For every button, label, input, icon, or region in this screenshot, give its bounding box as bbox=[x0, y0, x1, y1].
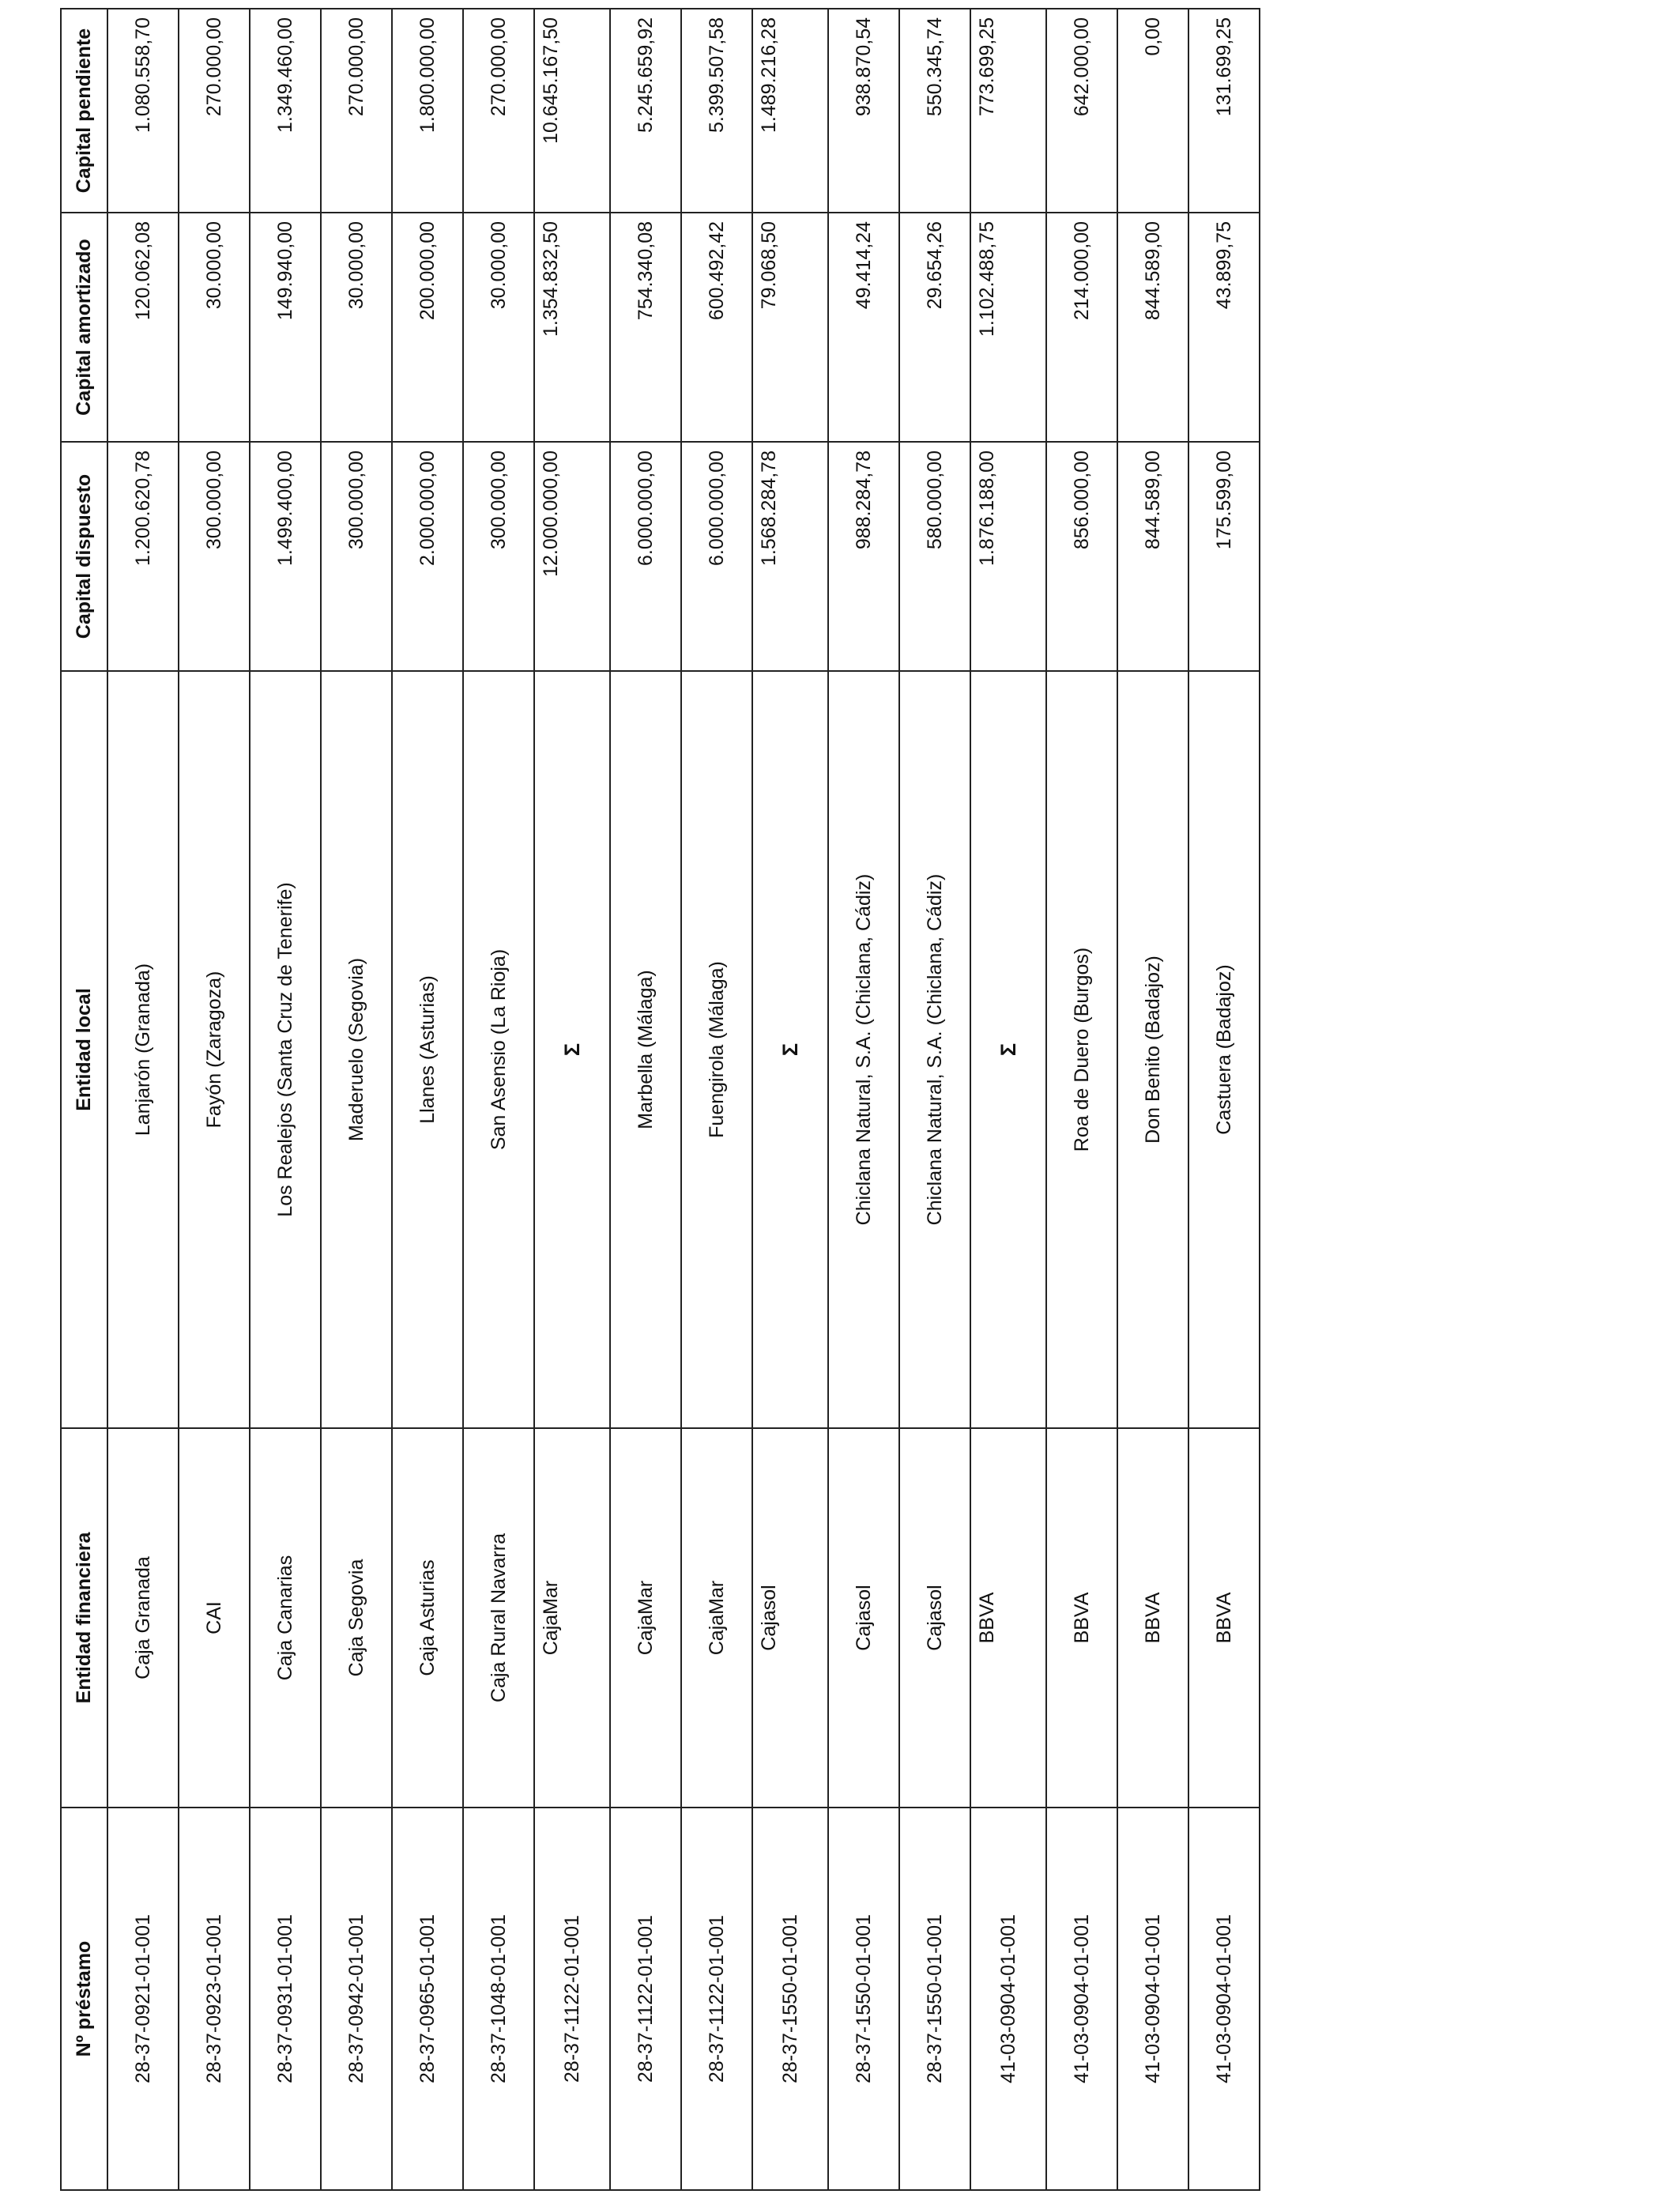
dispuesto-cell: 175.599,00 bbox=[1188, 442, 1260, 671]
prestamo-cell: 41-03-0904-01-001 bbox=[1188, 1808, 1260, 2190]
amortizado-cell: 43.899,75 bbox=[1188, 213, 1260, 442]
table-row bbox=[179, 9, 250, 2190]
local-cell: Lanjarón (Granada) bbox=[107, 671, 179, 1428]
pendiente-cell: 550.345,74 bbox=[899, 9, 970, 213]
pendiente-cell: 1.800.000,00 bbox=[392, 9, 463, 213]
pendiente-cell: 270.000,00 bbox=[321, 9, 392, 213]
pendiente-cell: 131.699,25 bbox=[1188, 9, 1260, 213]
amortizado-cell: 600.492,42 bbox=[681, 213, 752, 442]
dispuesto-cell: 988.284,78 bbox=[828, 442, 899, 671]
loans-table bbox=[60, 8, 1260, 2191]
amortizado-cell: 754.340,08 bbox=[610, 213, 681, 442]
local-cell: Fuengirola (Málaga) bbox=[681, 671, 752, 1428]
dispuesto-cell: 300.000,00 bbox=[179, 442, 250, 671]
table-row bbox=[610, 9, 681, 2190]
financiera-cell: BBVA bbox=[1117, 1428, 1188, 1808]
prestamo-cell: 28-37-0942-01-001 bbox=[321, 1808, 392, 2190]
pendiente-cell: 270.000,00 bbox=[463, 9, 534, 213]
header-capital-pendiente: Capital pendiente bbox=[61, 9, 107, 213]
amortizado-cell: 30.000,00 bbox=[179, 213, 250, 442]
financiera-cell: Caja Segovia bbox=[321, 1428, 392, 1808]
table-row bbox=[392, 9, 463, 2190]
prestamo-cell: 28-37-1550-01-001 bbox=[752, 1808, 828, 2190]
pendiente-cell: 10.645.167,50 bbox=[534, 9, 610, 213]
dispuesto-cell: 6.000.000,00 bbox=[681, 442, 752, 671]
local-cell-sum: Σ bbox=[970, 671, 1046, 1428]
amortizado-cell: 1.102.488,75 bbox=[970, 213, 1046, 442]
prestamo-cell: 28-37-1550-01-001 bbox=[899, 1808, 970, 2190]
dispuesto-cell: 300.000,00 bbox=[321, 442, 392, 671]
pendiente-cell: 773.699,25 bbox=[970, 9, 1046, 213]
prestamo-cell: 41-03-0904-01-001 bbox=[970, 1808, 1046, 2190]
local-cell: Los Realejos (Santa Cruz de Tenerife) bbox=[250, 671, 321, 1428]
dispuesto-cell: 580.000,00 bbox=[899, 442, 970, 671]
financiera-cell: CajaMar bbox=[534, 1428, 610, 1808]
amortizado-cell: 30.000,00 bbox=[463, 213, 534, 442]
financiera-cell: BBVA bbox=[1046, 1428, 1117, 1808]
dispuesto-cell: 1.499.400,00 bbox=[250, 442, 321, 671]
prestamo-cell: 28-37-1122-01-001 bbox=[610, 1808, 681, 2190]
financiera-cell: Caja Rural Navarra bbox=[463, 1428, 534, 1808]
table-row bbox=[1188, 9, 1260, 2190]
financiera-cell: CajaMar bbox=[681, 1428, 752, 1808]
dispuesto-cell: 844.589,00 bbox=[1117, 442, 1188, 671]
amortizado-cell: 120.062,08 bbox=[107, 213, 179, 442]
financiera-cell: BBVA bbox=[1188, 1428, 1260, 1808]
amortizado-cell: 844.589,00 bbox=[1117, 213, 1188, 442]
table-row bbox=[828, 9, 899, 2190]
dispuesto-cell: 1.876.188,00 bbox=[970, 442, 1046, 671]
dispuesto-cell: 6.000.000,00 bbox=[610, 442, 681, 671]
local-cell: Fayón (Zaragoza) bbox=[179, 671, 250, 1428]
table-row bbox=[107, 9, 179, 2190]
prestamo-cell: 28-37-1048-01-001 bbox=[463, 1808, 534, 2190]
financiera-cell: CajaMar bbox=[610, 1428, 681, 1808]
dispuesto-cell: 2.000.000,00 bbox=[392, 442, 463, 671]
table-row bbox=[321, 9, 392, 2190]
financiera-cell: Caja Asturias bbox=[392, 1428, 463, 1808]
amortizado-cell: 30.000,00 bbox=[321, 213, 392, 442]
loans-table-rotated bbox=[60, 9, 1235, 2191]
local-cell-sum: Σ bbox=[752, 671, 828, 1428]
amortizado-cell: 149.940,00 bbox=[250, 213, 321, 442]
table-row bbox=[681, 9, 752, 2190]
local-cell: Maderuelo (Segovia) bbox=[321, 671, 392, 1428]
local-cell: Roa de Duero (Burgos) bbox=[1046, 671, 1117, 1428]
prestamo-cell: 41-03-0904-01-001 bbox=[1117, 1808, 1188, 2190]
local-cell: Llanes (Asturias) bbox=[392, 671, 463, 1428]
table-row bbox=[752, 9, 828, 2190]
pendiente-cell: 938.870,54 bbox=[828, 9, 899, 213]
header-entidad-local: Entidad local bbox=[61, 671, 107, 1428]
local-cell-sum: Σ bbox=[534, 671, 610, 1428]
amortizado-cell: 214.000,00 bbox=[1046, 213, 1117, 442]
pendiente-cell: 0,00 bbox=[1117, 9, 1188, 213]
table-row bbox=[899, 9, 970, 2190]
table-row bbox=[1117, 9, 1188, 2190]
header-entidad-financiera: Entidad financiera bbox=[61, 1428, 107, 1808]
header-prestamo: Nº préstamo bbox=[61, 1808, 107, 2190]
table-row bbox=[250, 9, 321, 2190]
table-row bbox=[463, 9, 534, 2190]
financiera-cell: Cajasol bbox=[752, 1428, 828, 1808]
pendiente-cell: 642.000,00 bbox=[1046, 9, 1117, 213]
pendiente-cell: 5.399.507,58 bbox=[681, 9, 752, 213]
local-cell: San Asensio (La Rioja) bbox=[463, 671, 534, 1428]
local-cell: Marbella (Málaga) bbox=[610, 671, 681, 1428]
prestamo-cell: 41-03-0904-01-001 bbox=[1046, 1808, 1117, 2190]
financiera-cell: Cajasol bbox=[828, 1428, 899, 1808]
header-capital-amortizado: Capital amortizado bbox=[61, 213, 107, 442]
prestamo-cell: 28-37-0931-01-001 bbox=[250, 1808, 321, 2190]
dispuesto-cell: 1.200.620,78 bbox=[107, 442, 179, 671]
table-row bbox=[970, 9, 1046, 2190]
financiera-cell: CAI bbox=[179, 1428, 250, 1808]
local-cell: Chiclana Natural, S.A. (Chiclana, Cádiz) bbox=[899, 671, 970, 1428]
local-cell: Don Benito (Badajoz) bbox=[1117, 671, 1188, 1428]
pendiente-cell: 270.000,00 bbox=[179, 9, 250, 213]
amortizado-cell: 29.654,26 bbox=[899, 213, 970, 442]
prestamo-cell: 28-37-1550-01-001 bbox=[828, 1808, 899, 2190]
dispuesto-cell: 856.000,00 bbox=[1046, 442, 1117, 671]
local-cell: Castuera (Badajoz) bbox=[1188, 671, 1260, 1428]
prestamo-cell: 28-37-0965-01-001 bbox=[392, 1808, 463, 2190]
prestamo-cell: 28-37-1122-01-001 bbox=[681, 1808, 752, 2190]
header-row bbox=[61, 9, 107, 2190]
pendiente-cell: 1.489.216,28 bbox=[752, 9, 828, 213]
financiera-cell: Cajasol bbox=[899, 1428, 970, 1808]
dispuesto-cell: 1.568.284,78 bbox=[752, 442, 828, 671]
financiera-cell: BBVA bbox=[970, 1428, 1046, 1808]
prestamo-cell: 28-37-0921-01-001 bbox=[107, 1808, 179, 2190]
amortizado-cell: 1.354.832,50 bbox=[534, 213, 610, 442]
amortizado-cell: 49.414,24 bbox=[828, 213, 899, 442]
financiera-cell: Caja Canarias bbox=[250, 1428, 321, 1808]
local-cell: Chiclana Natural, S.A. (Chiclana, Cádiz) bbox=[828, 671, 899, 1428]
table-row bbox=[1046, 9, 1117, 2190]
dispuesto-cell: 12.000.000,00 bbox=[534, 442, 610, 671]
pendiente-cell: 1.080.558,70 bbox=[107, 9, 179, 213]
pendiente-cell: 1.349.460,00 bbox=[250, 9, 321, 213]
pendiente-cell: 5.245.659,92 bbox=[610, 9, 681, 213]
financiera-cell: Caja Granada bbox=[107, 1428, 179, 1808]
amortizado-cell: 79.068,50 bbox=[752, 213, 828, 442]
prestamo-cell: 28-37-1122-01-001 bbox=[534, 1808, 610, 2190]
prestamo-cell: 28-37-0923-01-001 bbox=[179, 1808, 250, 2190]
dispuesto-cell: 300.000,00 bbox=[463, 442, 534, 671]
amortizado-cell: 200.000,00 bbox=[392, 213, 463, 442]
header-capital-dispuesto: Capital dispuesto bbox=[61, 442, 107, 671]
table-row bbox=[534, 9, 610, 2190]
